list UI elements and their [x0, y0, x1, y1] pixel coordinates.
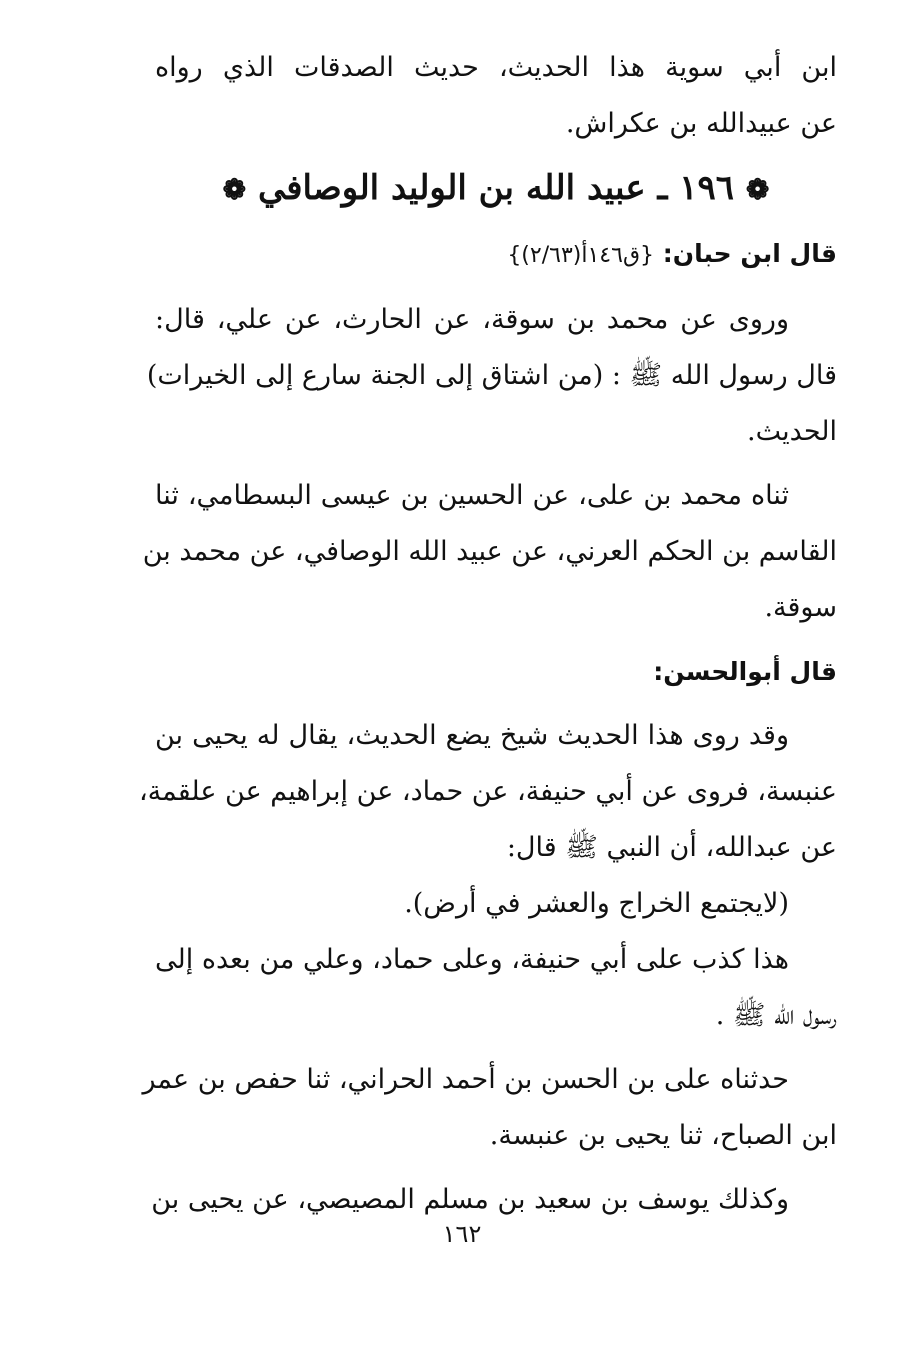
page-body: [138, 40, 837, 1228]
text-line: وكذلك يوسف بن سعيد بن مسلم المصيصي، عن يحيى بن: [151, 1184, 789, 1215]
text-line: ابن الصباح، ثنا يحيى بن عنبسة.: [489, 1120, 837, 1151]
quote-paragraph: [155, 876, 837, 932]
text-line: عن عبيدالله بن عكراش.: [565, 108, 837, 139]
text-line: القاسم بن الحكم العرني، عن عبيد الله الوصافي، عن محمد بن: [142, 536, 837, 567]
ornament-icon: ❁: [745, 173, 770, 206]
entry-title: [155, 158, 837, 220]
page-number: ١٦٢: [442, 1220, 482, 1248]
section-heading: [155, 644, 837, 700]
text-line: ثناه محمد بن على، عن الحسين بن عيسى البسطامي، ثنا: [155, 480, 789, 511]
heading-text: قال ابن حبان:: [662, 239, 837, 268]
manuscript-reference: {ق١٤٦أ(٢/٦٣)}: [507, 243, 655, 268]
section-heading: [155, 226, 837, 284]
text-line: سوقة.: [764, 592, 837, 623]
heading-text: قال أبوالحسن:: [653, 657, 837, 686]
text-line: هذا كذب على أبي حنيفة، وعلى حماد، وعلي من بعده إلى: [155, 944, 789, 975]
text-line: وقد روى هذا الحديث شيخ يضع الحديث، يقال له يحيى بن: [155, 720, 789, 751]
paragraph: [146, 292, 837, 460]
text-line: وروى عن محمد بن سوقة، عن الحارث، عن علي، قال:: [155, 304, 789, 335]
text-line: الحديث.: [747, 416, 837, 447]
paragraph: [142, 468, 837, 636]
paragraph: [155, 932, 837, 1044]
intro-paragraph: [155, 40, 837, 152]
hadith-quote: (لايجتمع الخراج والعشر في أرض).: [404, 888, 789, 919]
text-line: قال رسول الله ﷺ : (من اشتاق إلى الجنة سارع إلى الخيرات): [146, 360, 837, 391]
text-line: عنبسة، فروى عن أبي حنيفة، عن حماد، عن إبراهيم عن علقمة،: [138, 776, 837, 807]
ornament-icon: ❁: [222, 173, 247, 206]
text-line: حدثناه على بن الحسن بن أحمد الحراني، ثنا حفص بن عمر: [142, 1064, 789, 1095]
paragraph: [142, 1052, 837, 1164]
paragraph: [138, 708, 837, 876]
text-line: عن عبدالله، أن النبي ﷺ قال:: [506, 832, 837, 863]
text-line: رسول الله ﷺ .: [715, 1000, 837, 1031]
text-line: ابن أبي سوية هذا الحديث، حديث الصدقات الذي رواه: [155, 52, 837, 83]
entry-title-text: ١٩٦ ـ عبيد الله بن الوليد الوصافي: [257, 168, 735, 208]
